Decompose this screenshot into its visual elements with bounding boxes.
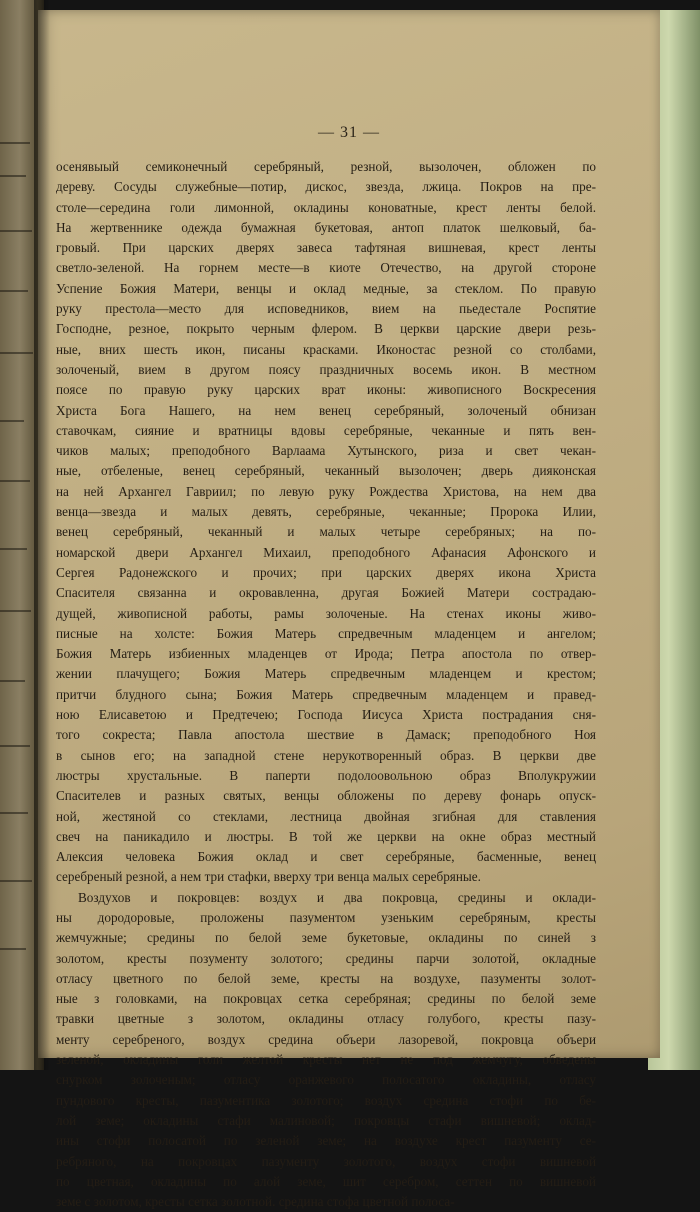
text-line: светло-зеленой. На горнем месте—в киоте Отечество, на другой стороне	[56, 260, 596, 276]
text-line: ны дородоровые, проложены пазументом узеньким серебряным, кресты	[56, 909, 596, 925]
text-line: венца—звезда и малых девять, серебряные, чеканные; Пророка Илии,	[56, 504, 596, 520]
text-line: зеленой, окладины голи желтой кресты нет не под жемчугу, обведены	[56, 1052, 596, 1068]
text-line: в сынов его; на западной стене нерукотворенный образ. В церкви две	[56, 747, 596, 763]
text-line: Воздухов и покровцев: воздух и два покровца, средины и оклади-	[78, 889, 596, 905]
text-line: столе—середина голи лимонной, окладины коноватные, крест ленты белой.	[56, 199, 596, 215]
text-line: люстры хрустальные. В паперти подолоовольною образ Вполукружии	[56, 767, 596, 783]
text-line: ставочкам, сияние и вратницы вдовы серебряные, чеканные и пять вен-	[56, 422, 596, 438]
text-line: золотом, кресты позументу золотого; средины парчи золотой, окладные	[56, 950, 596, 966]
text-line: ные, вних шесть икон, писаны красками. Иконостас резной со столбами,	[56, 341, 596, 357]
text-line: ребряного, на покровцах пазументу золотого, воздух стофи вишневой	[56, 1153, 596, 1169]
text-line: чиков малых; преподобного Варлаама Хутынского, риза и свет чекан-	[56, 443, 596, 459]
text-line: ины стофи полосатой по зеленой земе; на воздухе крест пазументу се-	[56, 1133, 596, 1149]
text-line: ной, жестяной со стеклами, лестница двойная згибная для ставления	[56, 808, 596, 824]
text-line: Спасителя связанна и окровавленна, другая Божией Матери сострадаю-	[56, 585, 596, 601]
text-line: Сергея Радонежского и прочих; при царских дверях икона Христа	[56, 564, 596, 580]
text-line: Спасителев и разных святых, венцы обложены по дереву фонарь опуск-	[56, 788, 596, 804]
text-line: травки цветные з золотом, окладины отласу голубого, кресты пазу-	[56, 1011, 596, 1027]
text-line: ные з головками, на покровцах сетка серебряная; средины по белой земе	[56, 991, 596, 1007]
text-line: Успение Божия Матери, венцы и оклад медные, за стеклом. По правую	[56, 280, 596, 296]
page-number: — 31 —	[318, 124, 380, 141]
text-line: Алексия человека Божия оклад и свет серебряные, басменные, венец	[56, 849, 596, 865]
text-line: жении плачущего; Божия Матерь спредвечным младенцем и крестом;	[56, 666, 596, 682]
text-line: осенявыый семиконечный серебряный, резной, вызолочен, обложен по	[56, 159, 596, 174]
text-line: свеч на паникадило и люстры. В той же церкви на окне образ местный	[56, 828, 596, 844]
text-line: серебреный резной, а нем три стафки, вверху три венца малых серебряные.	[56, 869, 481, 885]
text-line: лой земе; окладины стафи малиновой; покровцы стафи вишневой; оклад-	[56, 1112, 596, 1128]
text-line: ною Елисаветою и Предтечею; Господа Иисуса Христа пострадания сня-	[56, 707, 596, 723]
text-line: писные на холсте: Божия Матерь спредвечным младенцем и ангелом;	[56, 625, 596, 641]
text-line: дереву. Сосуды служебные—потир, дискос, звезда, лжица. Покров на пре-	[56, 179, 596, 195]
text-line: отласу цветного по белой земе, кресты на воздухе, пазументы золот-	[56, 970, 596, 986]
book-page	[38, 10, 660, 1210]
text-line: На жертвеннике одежда бумажная букетовая, антоп платок шелковый, ба-	[56, 219, 596, 235]
text-line: земе с золотом, кресты сетка золотной. средина стофа цветной полоса-	[56, 1194, 455, 1210]
text-line: снурком золоченым; отласу оранжевого полосатого окладины, отласу	[56, 1072, 596, 1088]
text-line: Божия Матерь избиенных младенцев от Ирода; Петра апостола по отвер-	[56, 646, 596, 662]
text-line: пундового кресты, пазументика золотого; воздух средина стофи по бе-	[56, 1092, 596, 1108]
text-line: дущей, живописной работы, рамы золоченые. На стенах иконы живо-	[56, 605, 596, 621]
text-line: по цветная, окладины по алой земе, шит серебром, сеттен по вишневой	[56, 1173, 596, 1189]
text-line: жемчужные; средины по белой земе букетовые, окладины по синей з	[56, 930, 596, 946]
text-line: номарской двери Архангел Михаил, преподобного Афанасия Афонского и	[56, 544, 596, 560]
text-line: притчи блудного сына; Божия Матерь спредвечным младенцем и правед-	[56, 686, 596, 702]
text-line: Христа Бога Нашего, на нем венец серебряный, золоченый обнизан	[56, 402, 596, 418]
page-body-text	[56, 157, 596, 1212]
text-line: золоченый, вием в другом поясу праздничных восемь икон. В местном	[56, 361, 596, 377]
text-line: ные, отбеленые, венец серебряный, чеканный вызолочен; дверь дияконская	[56, 463, 596, 479]
spine-shadow	[34, 0, 50, 1070]
text-line: поясе по правую руку царских врат иконы: живописного Воскресения	[56, 382, 596, 398]
text-line: гровый. При царских дверях завеса тафтяная вишневая, крест ленты	[56, 240, 596, 256]
text-line: менту серебреного, воздух средина объери лазоревой, покровца объери	[56, 1031, 596, 1047]
text-line: венец серебряный, чеканный и малых четыре серебряных; на по-	[56, 524, 596, 540]
text-line: руку престола—место для исповедников, вием на пьедестале Роспятие	[56, 301, 596, 317]
text-line: Господне, резное, покрыто черным флером. В церкви царские двери резь-	[56, 321, 596, 337]
text-line: на ней Архангел Гавриил; по левую руку Рождества Христова, на нем два	[56, 483, 596, 499]
text-line: того сокреста; Павла апостола шествие в Дамаск; преподобного Ноя	[56, 727, 596, 743]
